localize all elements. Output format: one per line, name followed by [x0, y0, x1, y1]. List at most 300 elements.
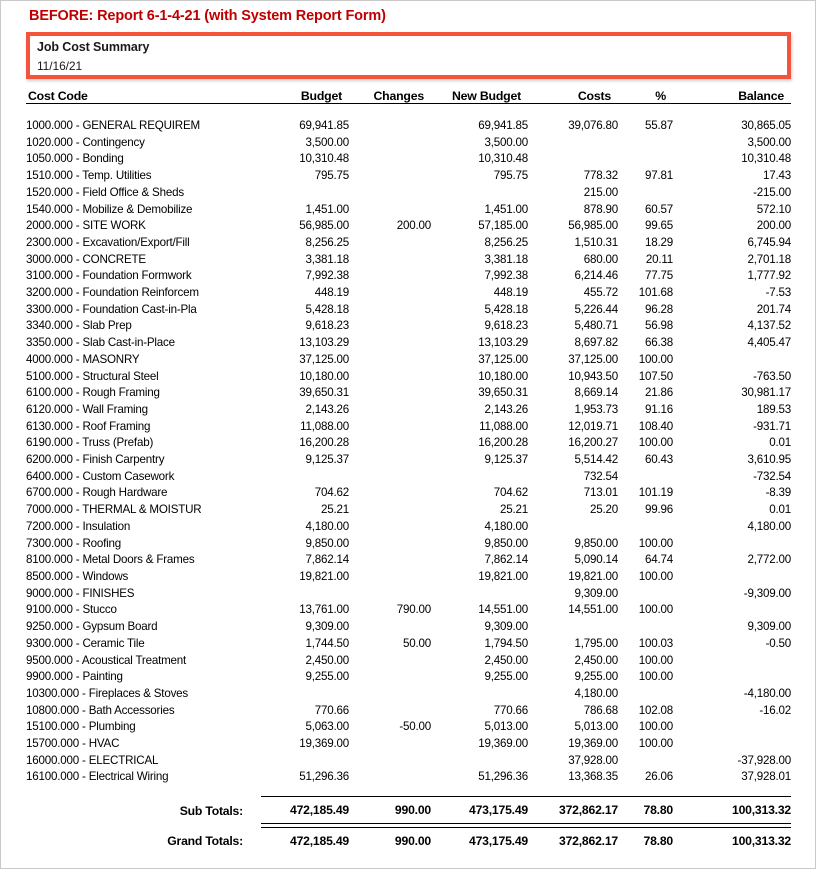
cell-cost-code: 15700.000 - HVAC — [26, 737, 120, 751]
cell-percent: 100.00 — [638, 569, 673, 583]
cell-budget: 3,500.00 — [305, 135, 349, 149]
cell-new-budget: 7,992.38 — [484, 269, 528, 283]
cell-costs: 5,090.14 — [574, 553, 618, 567]
cell-budget: 7,862.14 — [305, 553, 349, 567]
cell-changes: 790.00 — [396, 603, 431, 617]
cell-cost-code: 9300.000 - Ceramic Tile — [26, 636, 145, 650]
cell-balance: 37,928.01 — [741, 770, 791, 784]
cell-changes — [349, 402, 431, 419]
cell-new-budget: 7,862.14 — [484, 553, 528, 567]
cell-costs: 878.90 — [583, 202, 618, 216]
table-row — [26, 335, 791, 352]
cell-costs: 25.20 — [589, 503, 618, 517]
cell-budget: 19,369.00 — [299, 737, 349, 751]
cell-changes — [349, 352, 431, 369]
cell-costs: 14,551.00 — [568, 603, 618, 617]
cell-changes: 200.00 — [396, 219, 431, 233]
cell-balance — [673, 736, 791, 753]
cell-percent: 60.43 — [644, 453, 673, 467]
table-row — [26, 703, 791, 720]
cell-percent: 20.11 — [645, 252, 673, 266]
cell-cost-code: 6700.000 - Rough Hardware — [26, 486, 168, 500]
cell-costs: 9,309.00 — [574, 586, 618, 600]
cell-cost-code: 9500.000 - Acoustical Treatment — [26, 653, 187, 667]
cell-changes — [349, 686, 431, 703]
cell-costs: 1,510.31 — [574, 235, 618, 249]
cell-percent: 60.57 — [644, 202, 673, 216]
cell-changes — [349, 469, 431, 486]
table-row — [26, 135, 791, 152]
spacer-cell — [26, 786, 791, 797]
cell-changes — [349, 185, 431, 202]
cell-costs: 8,669.14 — [574, 386, 618, 400]
cell-percent — [618, 469, 673, 486]
table-row — [26, 686, 791, 703]
table-row — [26, 753, 791, 770]
table-row — [26, 402, 791, 419]
cell-new-budget: 9,850.00 — [484, 536, 528, 550]
cell-cost-code: 2300.000 - Excavation/Export/Fill — [26, 235, 190, 249]
cell-costs: 1,795.00 — [574, 636, 618, 650]
cell-changes — [349, 135, 431, 152]
cell-changes — [349, 769, 431, 786]
cell-budget: 1,451.00 — [305, 202, 349, 216]
cell-cost-code: 8500.000 - Windows — [26, 569, 129, 583]
cell-percent: 100.00 — [638, 352, 673, 366]
table-row — [26, 485, 791, 502]
cell-balance: 17.43 — [762, 169, 791, 183]
cell-balance — [673, 352, 791, 369]
cell-balance: 200.00 — [756, 219, 791, 233]
cell-costs: 12,019.71 — [568, 419, 618, 433]
cell-balance: 6,745.94 — [747, 235, 791, 249]
cell-percent: 101.68 — [638, 286, 673, 300]
table-row — [26, 218, 791, 235]
cell-cost-code: 6200.000 - Finish Carpentry — [26, 453, 165, 467]
cell-changes — [349, 586, 431, 603]
cell-percent — [618, 151, 673, 168]
cell-balance: 1,777.92 — [747, 269, 791, 283]
cell-budget: 11,088.00 — [300, 419, 349, 433]
cell-cost-code: 9000.000 - FINISHES — [26, 586, 135, 600]
cell-cost-code: 9100.000 - Stucco — [26, 603, 117, 617]
cell-percent: 64.74 — [644, 553, 673, 567]
cell-balance: -4,180.00 — [743, 686, 791, 700]
cell-new-budget: 704.62 — [493, 486, 528, 500]
table-row — [26, 569, 791, 586]
cell-new-budget: 9,255.00 — [484, 670, 528, 684]
sub-totals-row-label: Sub Totals: — [179, 803, 243, 818]
table-row — [26, 669, 791, 686]
table-row — [26, 519, 791, 536]
cell-new-budget: 3,381.18 — [484, 252, 528, 266]
cell-cost-code: 10800.000 - Bath Accessories — [26, 703, 175, 717]
cell-balance: -37,928.00 — [737, 753, 791, 767]
cell-new-budget: 5,013.00 — [484, 720, 528, 734]
cell-new-budget: 69,941.85 — [478, 119, 528, 132]
cell-budget: 8,256.25 — [305, 235, 349, 249]
cell-balance: -16.02 — [759, 703, 791, 717]
column-header-balance: Balance — [673, 89, 791, 104]
page-title: BEFORE: Report 6-1-4-21 (with System Report Form) — [29, 8, 386, 24]
grand-totals-row — [26, 828, 791, 855]
cell-costs — [528, 151, 618, 168]
cell-cost-code: 3300.000 - Foundation Cast-in-Pla — [26, 302, 197, 316]
cell-cost-code: 3350.000 - Slab Cast-in-Place — [26, 336, 175, 350]
cell-changes — [349, 385, 431, 402]
sub-totals-row-balance: 100,313.32 — [732, 803, 791, 818]
cell-cost-code: 7200.000 - Insulation — [26, 519, 131, 533]
sub-totals-row-percent: 78.80 — [643, 803, 673, 818]
cell-new-budget — [431, 185, 528, 202]
cell-new-budget — [431, 586, 528, 603]
cell-budget: 69,941.85 — [299, 119, 349, 132]
cell-percent: 101.19 — [638, 486, 673, 500]
table-totals — [26, 786, 791, 854]
cell-cost-code: 1510.000 - Temp. Utilities — [26, 169, 152, 183]
cell-balance: 30,865.05 — [741, 119, 791, 132]
cell-percent — [618, 185, 673, 202]
cell-percent — [618, 135, 673, 152]
column-header-new-budget: New Budget — [431, 89, 528, 104]
cell-new-budget: 10,180.00 — [478, 369, 528, 383]
cell-costs: 19,369.00 — [568, 737, 618, 751]
sub-totals-row — [26, 797, 791, 824]
cell-new-budget: 51,296.36 — [478, 770, 528, 784]
cell-new-budget: 10,310.48 — [478, 152, 528, 166]
cell-budget: 25.21 — [320, 503, 349, 517]
table-row — [26, 502, 791, 519]
cell-balance: 3,610.95 — [747, 453, 791, 467]
cell-costs: 4,180.00 — [574, 686, 618, 700]
cell-costs: 5,480.71 — [574, 319, 618, 333]
cell-balance: 0.01 — [769, 503, 791, 517]
table-row — [26, 536, 791, 553]
cell-percent: 99.65 — [644, 219, 673, 233]
grand-totals-row-percent: 78.80 — [643, 834, 673, 849]
cell-percent: 100.00 — [638, 720, 673, 734]
report-header-content — [30, 36, 787, 75]
cell-cost-code: 3340.000 - Slab Prep — [26, 319, 132, 333]
cell-new-budget: 9,125.37 — [484, 453, 528, 467]
cell-cost-code: 7300.000 - Roofing — [26, 536, 122, 550]
table-row — [26, 636, 791, 653]
cell-percent: 91.16 — [644, 402, 673, 416]
cell-percent: 99.96 — [644, 503, 673, 517]
cell-cost-code: 16000.000 - ELECTRICAL — [26, 753, 159, 767]
cell-costs: 5,013.00 — [574, 720, 618, 734]
cell-balance: -215.00 — [753, 185, 791, 199]
cell-costs: 16,200.27 — [568, 436, 618, 450]
cell-changes — [349, 536, 431, 553]
cell-new-budget: 16,200.28 — [478, 436, 528, 450]
cell-percent — [618, 519, 673, 536]
cell-percent — [618, 686, 673, 703]
cell-budget: 770.66 — [314, 703, 349, 717]
table-row — [26, 369, 791, 386]
cell-changes — [349, 736, 431, 753]
cell-changes: -50.00 — [399, 720, 431, 734]
table-row — [26, 202, 791, 219]
cell-changes — [349, 202, 431, 219]
cell-changes — [349, 151, 431, 168]
cell-balance: -763.50 — [753, 369, 791, 383]
cell-balance: 189.53 — [756, 402, 791, 416]
cell-new-budget: 37,125.00 — [478, 352, 528, 366]
cell-costs: 39,076.80 — [568, 119, 618, 132]
column-header-costs: Costs — [528, 89, 618, 104]
cell-cost-code: 1000.000 - GENERAL REQUIREM — [26, 119, 200, 132]
cell-cost-code: 16100.000 - Electrical Wiring — [26, 770, 169, 784]
cell-new-budget: 13,103.29 — [478, 336, 528, 350]
job-cost-table — [26, 89, 791, 854]
sub-totals-row-new-budget: 473,175.49 — [469, 803, 528, 818]
cell-costs: 19,821.00 — [568, 569, 618, 583]
cell-cost-code: 6120.000 - Wall Framing — [26, 402, 148, 416]
cell-costs: 10,943.50 — [568, 369, 618, 383]
table-header — [26, 89, 791, 104]
cell-costs: 5,226.44 — [574, 302, 618, 316]
cell-changes — [349, 619, 431, 636]
column-header-budget: Budget — [261, 89, 349, 104]
cell-budget: 16,200.28 — [299, 436, 349, 450]
cell-percent: 100.00 — [638, 603, 673, 617]
cell-new-budget: 57,185.00 — [478, 219, 528, 233]
cell-changes — [349, 485, 431, 502]
cell-new-budget: 4,180.00 — [484, 519, 528, 533]
cell-costs: 680.00 — [583, 252, 618, 266]
table-top-spacer — [26, 104, 791, 119]
table-row — [26, 586, 791, 603]
cell-new-budget: 448.19 — [493, 286, 528, 300]
cell-budget: 4,180.00 — [305, 519, 349, 533]
spacer-cell — [26, 104, 791, 119]
cell-costs: 5,514.42 — [574, 453, 618, 467]
table-row — [26, 719, 791, 736]
cell-cost-code: 4000.000 - MASONRY — [26, 352, 140, 366]
report-date: 11/16/21 — [37, 59, 83, 73]
cell-new-budget: 1,794.50 — [484, 636, 528, 650]
cell-changes — [349, 252, 431, 269]
cell-budget: 19,821.00 — [299, 569, 349, 583]
cell-cost-code: 6100.000 - Rough Framing — [26, 386, 160, 400]
cell-new-budget: 795.75 — [493, 169, 528, 183]
cell-balance: 572.10 — [756, 202, 791, 216]
cell-new-budget — [431, 686, 528, 703]
cell-budget — [261, 586, 349, 603]
cell-budget: 9,618.23 — [305, 319, 349, 333]
cell-costs: 37,125.00 — [568, 352, 618, 366]
grand-totals-row-new-budget: 473,175.49 — [469, 834, 528, 849]
cell-changes — [349, 519, 431, 536]
cell-percent: 55.87 — [644, 119, 673, 132]
cell-costs: 6,214.46 — [574, 269, 618, 283]
cell-cost-code: 8100.000 - Metal Doors & Frames — [26, 553, 195, 567]
cell-changes — [349, 118, 431, 135]
cell-changes — [349, 452, 431, 469]
table-row — [26, 118, 791, 135]
cell-costs — [528, 135, 618, 152]
cell-balance: -931.71 — [753, 419, 791, 433]
cell-budget: 10,180.00 — [299, 369, 349, 383]
cell-balance — [673, 719, 791, 736]
cell-percent: 107.50 — [638, 369, 673, 383]
cell-changes — [349, 285, 431, 302]
cell-new-budget: 5,428.18 — [484, 302, 528, 316]
cell-budget: 2,143.26 — [305, 402, 349, 416]
table-row — [26, 151, 791, 168]
cell-changes — [349, 435, 431, 452]
cell-budget: 39,650.31 — [299, 386, 349, 400]
cell-balance: -732.54 — [753, 469, 791, 483]
cell-changes: 50.00 — [402, 636, 431, 650]
cell-new-budget: 19,369.00 — [478, 737, 528, 751]
cell-cost-code: 3100.000 - Foundation Formwork — [26, 269, 192, 283]
table-row — [26, 452, 791, 469]
cell-cost-code: 1540.000 - Mobilize & Demobilize — [26, 202, 193, 216]
table-row — [26, 168, 791, 185]
cell-costs: 56,985.00 — [568, 219, 618, 233]
cell-balance: 9,309.00 — [747, 620, 791, 634]
sub-totals-row-budget: 472,185.49 — [290, 803, 349, 818]
totals-gap — [26, 786, 791, 797]
cell-budget: 448.19 — [314, 286, 349, 300]
cell-costs: 713.01 — [583, 486, 618, 500]
cell-balance: 4,405.47 — [747, 336, 791, 350]
column-header-changes: Changes — [349, 89, 431, 104]
cell-new-budget: 770.66 — [493, 703, 528, 717]
cell-balance: 2,772.00 — [747, 553, 791, 567]
cell-budget: 13,103.29 — [299, 336, 349, 350]
table-row — [26, 318, 791, 335]
cell-changes — [349, 235, 431, 252]
cell-cost-code: 9900.000 - Painting — [26, 670, 123, 684]
cell-balance — [673, 669, 791, 686]
cell-cost-code: 10300.000 - Fireplaces & Stoves — [26, 686, 189, 700]
cell-balance: 0.01 — [769, 436, 791, 450]
table-row — [26, 602, 791, 619]
cell-new-budget — [431, 469, 528, 486]
cell-budget: 51,296.36 — [299, 770, 349, 784]
cell-balance: 2,701.18 — [747, 252, 791, 266]
cell-costs: 9,850.00 — [574, 536, 618, 550]
cell-costs: 778.32 — [583, 169, 618, 183]
cell-balance: 201.74 — [756, 302, 791, 316]
cell-percent: 100.03 — [638, 636, 673, 650]
cell-budget: 9,309.00 — [305, 620, 349, 634]
table-row — [26, 235, 791, 252]
column-header-percent: % — [618, 89, 673, 104]
cell-percent: 100.00 — [638, 737, 673, 751]
table-row — [26, 185, 791, 202]
cell-percent: 97.81 — [644, 169, 673, 183]
grand-totals-row-label: Grand Totals: — [167, 834, 243, 849]
cell-cost-code: 1020.000 - Contingency — [26, 135, 145, 149]
cell-costs: 8,697.82 — [574, 336, 618, 350]
cell-percent: 66.38 — [644, 336, 673, 350]
cell-new-budget: 39,650.31 — [478, 386, 528, 400]
cell-budget: 9,850.00 — [305, 536, 349, 550]
cell-costs: 2,450.00 — [574, 653, 618, 667]
cell-budget: 7,992.38 — [305, 269, 349, 283]
table-row — [26, 352, 791, 369]
cell-percent: 56.98 — [644, 319, 673, 333]
table-row — [26, 419, 791, 436]
cell-percent — [618, 586, 673, 603]
report-header-callout — [26, 32, 791, 79]
cell-new-budget: 25.21 — [499, 503, 528, 517]
cell-new-budget — [431, 753, 528, 770]
cell-cost-code: 1520.000 - Field Office & Sheds — [26, 185, 184, 199]
table-row — [26, 435, 791, 452]
table-header-row — [26, 89, 791, 104]
job-cost-table-region — [26, 89, 791, 854]
cell-changes — [349, 318, 431, 335]
cell-percent: 100.00 — [638, 670, 673, 684]
cell-cost-code: 5100.000 - Structural Steel — [26, 369, 159, 383]
cell-percent: 108.40 — [638, 419, 673, 433]
cell-percent: 26.06 — [644, 770, 673, 784]
table-row — [26, 285, 791, 302]
cell-changes — [349, 302, 431, 319]
cell-changes — [349, 669, 431, 686]
cell-balance: -0.50 — [765, 636, 791, 650]
cell-costs: 37,928.00 — [568, 753, 618, 767]
cell-budget — [261, 469, 349, 486]
cell-cost-code: 3000.000 - CONCRETE — [26, 252, 146, 266]
cell-new-budget: 2,143.26 — [484, 402, 528, 416]
cell-cost-code: 9250.000 - Gypsum Board — [26, 620, 158, 634]
cell-balance — [673, 536, 791, 553]
table-row — [26, 552, 791, 569]
cell-cost-code: 15100.000 - Plumbing — [26, 720, 136, 734]
cell-new-budget: 8,256.25 — [484, 235, 528, 249]
report-name: Job Cost Summary — [37, 40, 150, 54]
cell-new-budget: 11,088.00 — [479, 419, 528, 433]
cell-cost-code: 1050.000 - Bonding — [26, 152, 124, 166]
table-row — [26, 619, 791, 636]
grand-totals-row-balance: 100,313.32 — [732, 834, 791, 849]
cell-percent: 77.75 — [644, 269, 673, 283]
cell-costs: 9,255.00 — [574, 670, 618, 684]
cell-new-budget: 19,821.00 — [478, 569, 528, 583]
cell-new-budget: 9,309.00 — [484, 620, 528, 634]
cell-budget — [261, 686, 349, 703]
cell-new-budget: 3,500.00 — [484, 135, 528, 149]
cell-changes — [349, 369, 431, 386]
cell-changes — [349, 703, 431, 720]
cell-new-budget: 2,450.00 — [484, 653, 528, 667]
grand-totals-row-costs: 372,862.17 — [559, 834, 618, 849]
cell-percent: 100.00 — [638, 536, 673, 550]
cell-percent: 96.28 — [644, 302, 673, 316]
cell-budget: 2,450.00 — [305, 653, 349, 667]
cell-costs: 215.00 — [583, 185, 618, 199]
cell-balance: 4,137.52 — [747, 319, 791, 333]
column-header-cost-code: Cost Code — [26, 89, 261, 104]
cell-budget: 9,255.00 — [305, 670, 349, 684]
cell-percent: 100.00 — [638, 653, 673, 667]
cell-budget: 795.75 — [314, 169, 349, 183]
cell-balance — [673, 569, 791, 586]
cell-percent: 21.86 — [644, 386, 673, 400]
cell-budget: 37,125.00 — [299, 352, 349, 366]
cell-costs — [528, 619, 618, 636]
cell-costs: 13,368.35 — [568, 770, 618, 784]
cell-cost-code: 2000.000 - SITE WORK — [26, 219, 146, 233]
cell-new-budget: 14,551.00 — [478, 603, 528, 617]
cell-cost-code: 6400.000 - Custom Casework — [26, 469, 175, 483]
